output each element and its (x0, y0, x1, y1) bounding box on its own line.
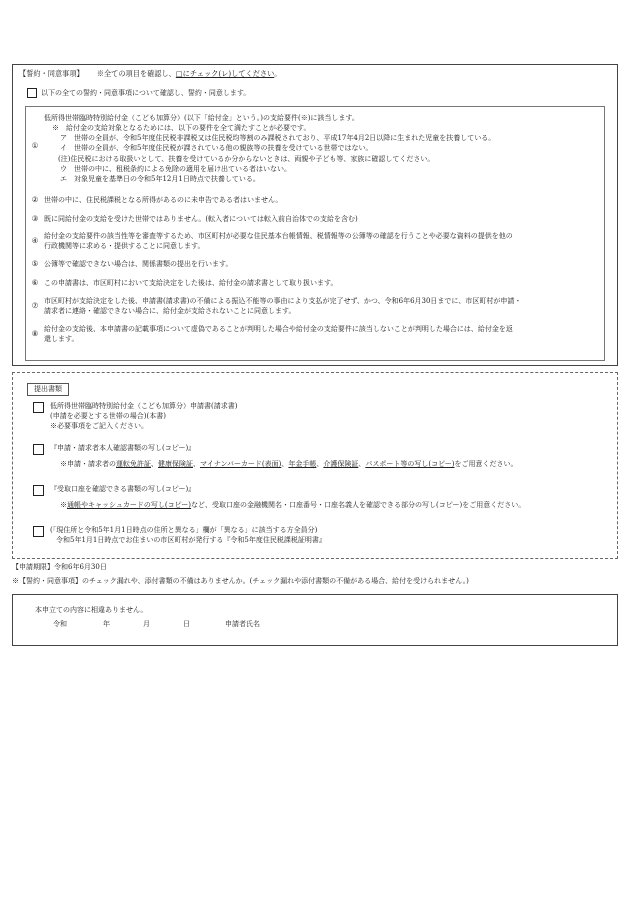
item-line: (注)住民税における取扱いとして、扶養を受けているか分からないときは、両親や子ども等、家族に確認してください。 (58, 154, 435, 163)
item-line: 市区町村が支給決定をした後、申請書(請求書)の不備による振込不能等の事由により支払が完了せず、かつ、令和6年6月30日までに、市区町村が申請・ (44, 297, 522, 305)
item-text: 世帯の中に、住民税課税となる所得があるのに未申告である者はいません。 (44, 196, 283, 204)
item-line: 行政機関等に求める・提供することに同意します。 (44, 242, 205, 251)
docs-title: 提出書類 (27, 383, 69, 396)
item-line: ※ 給付金の支給対象となるためには、以下の要件を全て満たすことが必要です。 (52, 124, 311, 133)
consent-item-1 (26, 113, 604, 184)
day-label[interactable]: 日 (183, 620, 190, 628)
item-line: 請求者に連絡・確認できない場合に、給付金が支給されないことに同意します。 (44, 307, 296, 316)
item-line: エ 対象児童を基準日の令和5年12月1日時点で扶養している。 (60, 174, 260, 183)
doc-line: (申請を必要とする世帯の場合)(本書) (50, 412, 166, 421)
item-text: この申請書は、市区町村において支給決定をした後は、給付金の請求書として取り扱います。 (44, 279, 338, 287)
doc-text (50, 484, 525, 510)
item-line: 給付金の支給後、本申請書の記載事項について虚偽であることが判明した場合や給付金の支給要件に該当しないことが判明した場合には、給付金を返 (44, 325, 513, 333)
application-deadline: 【申請期限】令和6年6月30日 (12, 563, 107, 571)
item-number: ⑥ (31, 278, 39, 287)
consent-header-label: 【誓約・同意事項】 (19, 69, 81, 78)
consent-item-6 (26, 278, 604, 289)
doc-text (50, 401, 237, 431)
note-prefix: ※申請・請求者の (60, 460, 116, 469)
note-prefix: ※ (60, 501, 67, 510)
item-number: ① (31, 141, 39, 150)
item-text: 既に同給付金の支給を受けた世帯ではありません。(転入者については転入前自治体での支給を含む) (44, 215, 358, 223)
note-suffix: など、受取口座の金融機関名・口座番号・口座名義人を確認できる部分の写し(コピー)をご用意ください。 (191, 501, 526, 510)
doc-line: 低所得世帯臨時特別給付金（こども加算分）申請書(請求書) (50, 402, 238, 410)
check-warning: ※【誓約・同意事項】のチェック漏れや、添付書類の不備はありませんか。(チェック漏れや添付書類の不備がある場合、給付を受けられません。) (12, 577, 469, 585)
consent-item-4 (26, 231, 604, 251)
doc-text (50, 525, 326, 545)
agree-all-label: 以下の全ての誓約・同意事項について確認し、誓約・同意します。 (41, 89, 251, 97)
doc-item-tax-certificate (33, 525, 326, 545)
agree-all-row (27, 88, 250, 98)
item-number: ④ (31, 236, 39, 245)
consent-item-3 (26, 214, 604, 225)
sep: 、 (281, 460, 289, 469)
id-type: マイナンバーカード(表面) (200, 460, 282, 469)
sign-date-row (53, 619, 260, 629)
doc-note (50, 500, 525, 510)
item-number: ③ (31, 214, 39, 223)
doc-checkbox-bank[interactable] (33, 485, 44, 496)
id-type: 健康保険証 (158, 460, 193, 469)
id-type: 介護保険証 (323, 460, 359, 469)
doc-text (50, 443, 518, 469)
item-text (44, 324, 604, 344)
item-line: イ 世帯の全員が、令和5年度住民税が課されている他の親族等の扶養を受けている世帯ではない。 (60, 144, 373, 153)
doc-line: 令和5年1月1日時点でお住まいの市区町村が発行する『令和5年度住民税課税証明書』 (56, 536, 326, 545)
doc-title: 『申請・請求者本人確認書類の写し(コピー)』 (50, 444, 196, 452)
item-number: ⑤ (31, 259, 39, 268)
item-text: 公簿等で確認できない場合は、関係書類の提出を行います。 (44, 260, 233, 268)
consent-section (12, 64, 618, 366)
consent-item-5 (26, 259, 604, 270)
doc-title: 『受取口座を確認できる書類の写し(コピー)』 (50, 485, 196, 493)
doc-checkbox-id[interactable] (33, 444, 44, 455)
doc-line: (「現住所と令和5年1月1日時点の住所と異なる」欄が「異なる」に該当する方全員分) (50, 526, 318, 534)
applicant-name-label[interactable]: 申請者氏名 (225, 620, 260, 628)
id-type: 運転免許証 (116, 460, 151, 469)
consent-header-note: ※全ての項目を確認し、□にチェック(レ)してください。 (96, 69, 282, 78)
item-line: 給付金の支給要件の該当性等を審査等するため、市区町村が必要な住民基本台帳情報、税情報等の公簿等の確認を行うことや必要な資料の提供を他の (44, 232, 513, 240)
id-type: パスポート等の写し(コピー) (365, 460, 455, 469)
required-documents-section (12, 372, 618, 559)
sep: 、 (358, 460, 366, 469)
agree-all-checkbox[interactable] (27, 88, 37, 98)
doc-note (50, 459, 518, 469)
item-text (44, 113, 604, 184)
item-text (44, 231, 604, 251)
sign-statement: 本申立ての内容に相違ありません。 (35, 606, 148, 614)
doc-item-application (33, 401, 237, 431)
signature-section (12, 594, 618, 646)
id-type: 年金手帳 (288, 460, 317, 469)
sep: 、 (193, 460, 200, 469)
item-number: ② (31, 195, 39, 204)
consent-item-8 (26, 324, 604, 344)
month-label[interactable]: 月 (143, 620, 150, 628)
item-line: 低所得世帯臨時特別給付金（こども加算分）(以下「給付金」という。)の支給要件(※)に該当します。 (44, 114, 359, 122)
consent-item-7 (26, 296, 604, 316)
note-suffix: をご用意ください。 (454, 460, 518, 469)
item-text (44, 296, 604, 316)
consent-item-2 (26, 195, 604, 206)
doc-checkbox-tax-certificate[interactable] (33, 526, 44, 537)
item-number: ⑦ (31, 301, 39, 310)
item-line: 還します。 (44, 335, 79, 344)
sep: 、 (316, 460, 324, 469)
year-label[interactable]: 年 (103, 620, 110, 628)
era-label: 令和 (53, 620, 67, 628)
consent-header (19, 69, 281, 79)
doc-item-bank (33, 484, 525, 510)
item-line: ウ 世帯の中に、租税条約による免除の適用を届け出ている者はいない。 (60, 164, 291, 173)
consent-items-box (25, 106, 605, 361)
note-underlined: 通帳やキャッシュカードの写し(コピー) (67, 501, 192, 510)
item-line: ア 世帯の全員が、令和5年度住民税非課税又は住民税均等割のみ課税されており、平成17年4月2日以降に生まれた児童を扶養している。 (60, 134, 496, 143)
doc-line: ※必要事項をご記入ください。 (50, 422, 148, 431)
sep: 、 (151, 460, 158, 469)
item-number: ⑧ (31, 329, 39, 338)
doc-checkbox-application[interactable] (33, 402, 44, 413)
doc-item-id (33, 443, 518, 469)
